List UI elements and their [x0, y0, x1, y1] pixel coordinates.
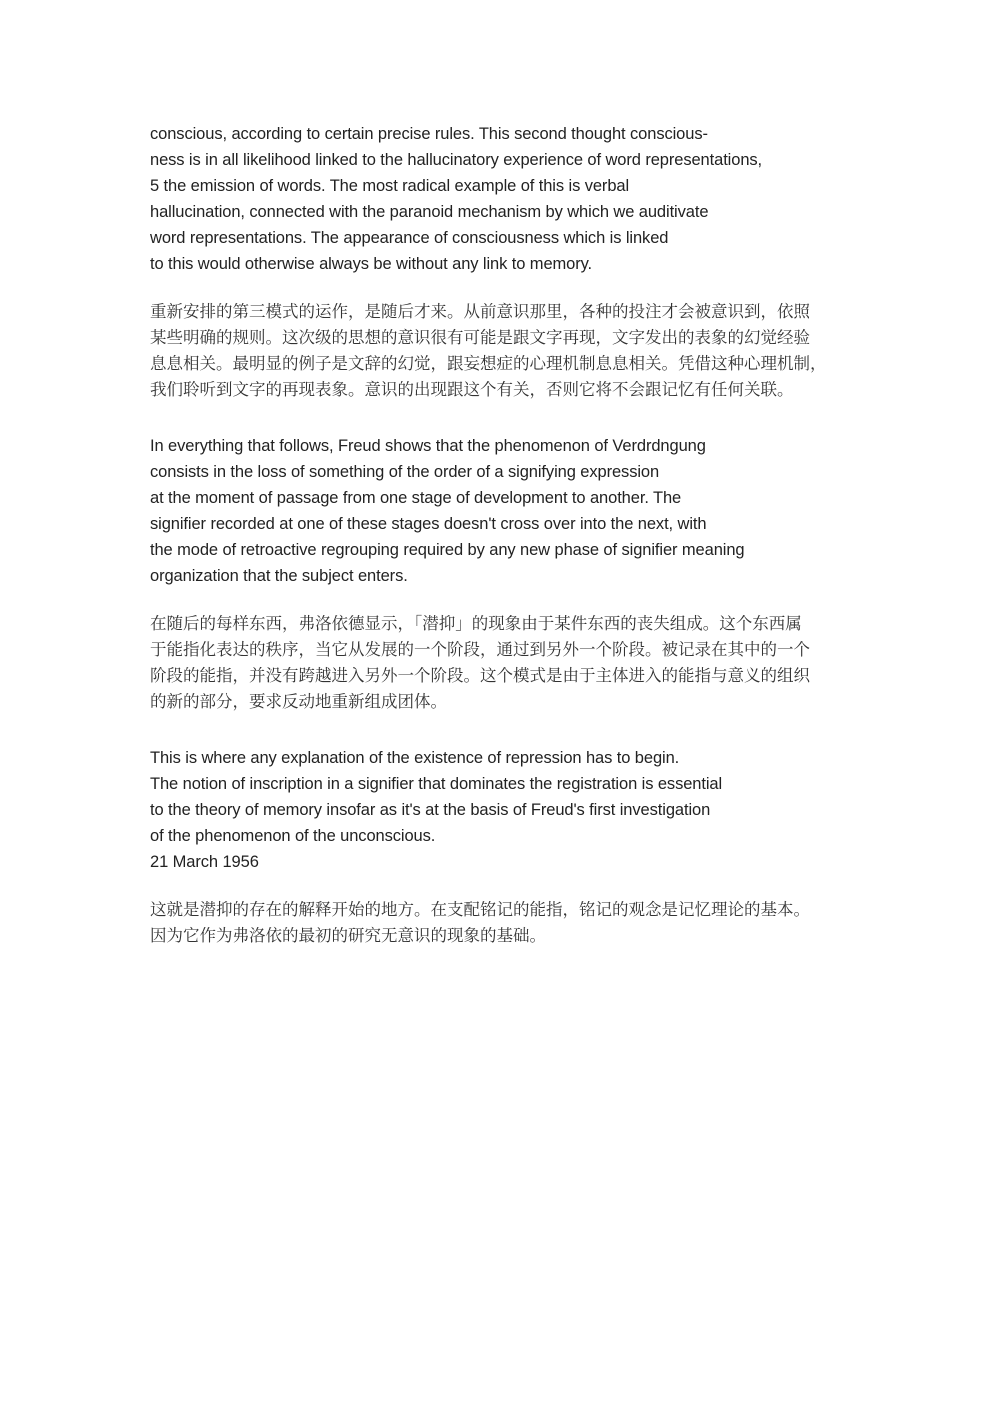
text-line: 这就是潜抑的存在的解释开始的地方。在支配铭记的能指，铭记的观念是记忆理论的基本。 — [150, 900, 810, 919]
text-line: In everything that follows, Freud shows that the phenomenon of Verdrdngung — [150, 437, 706, 455]
text-line: of the phenomenon of the unconscious. — [150, 827, 436, 845]
text-line: hallucination, connected with the paranoid mechanism by which we auditivate — [150, 203, 709, 221]
english-paragraph-verdrangung — [150, 433, 850, 589]
text-line: 息息相关。最明显的例子是文辞的幻觉，跟妄想症的心理机制息息相关。凭借这种心理机制， — [150, 354, 827, 373]
chinese-paragraph-consciousness — [150, 299, 850, 403]
text-line: to this would otherwise always be without any link to memory. — [150, 255, 593, 273]
text-line: 阶段的能指，并没有跨越进入另外一个阶段。这个模式是由于主体进入的能指与意义的组织 — [150, 666, 810, 685]
text-line: to the theory of memory insofar as it's at the basis of Freud's first investigation — [150, 801, 711, 819]
english-paragraph-consciousness — [150, 121, 850, 277]
text-line: ness is in all likelihood linked to the hallucinatory experience of word representations, — [150, 151, 763, 169]
text-line: word representations. The appearance of consciousness which is linked — [150, 229, 669, 247]
text-line: consists in the loss of something of the order of a signifying expression — [150, 463, 660, 481]
text-line: 在随后的每样东西，弗洛依德显示，「潜抑」的现象由于某件东西的丧失组成。这个东西属 — [150, 614, 802, 633]
text-line: 于能指化表达的秩序，当它从发展的一个阶段，通过到另外一个阶段。被记录在其中的一个 — [150, 640, 810, 659]
date-line: 21 March 1956 — [150, 853, 259, 871]
text-line: The notion of inscription in a signifier that dominates the registration is essential — [150, 775, 723, 793]
chinese-paragraph-repression — [150, 897, 850, 949]
text-line: This is where any explanation of the existence of repression has to begin. — [150, 749, 680, 767]
text-line: 某些明确的规则。这次级的思想的意识很有可能是跟文字再现，文字发出的表象的幻觉经验 — [150, 328, 810, 347]
text-line: conscious, according to certain precise rules. This second thought conscious- — [150, 125, 708, 143]
chinese-paragraph-verdrangung — [150, 611, 850, 715]
text-line: 5 the emission of words. The most radical example of this is verbal — [150, 177, 630, 195]
text-line: the mode of retroactive regrouping required by any new phase of signifier meaning — [150, 541, 745, 559]
text-line: 重新安排的第三模式的运作，是随后才来。从前意识那里，各种的投注才会被意识到，依照 — [150, 302, 810, 321]
text-line: 的新的部分，要求反动地重新组成团体。 — [150, 692, 447, 711]
text-line: signifier recorded at one of these stages doesn't cross over into the next, with — [150, 515, 707, 533]
text-line: 因为它作为弗洛依的最初的研究无意识的现象的基础。 — [150, 926, 546, 945]
english-paragraph-repression — [150, 745, 850, 875]
text-line: 我们聆听到文字的再现表象。意识的出现跟这个有关，否则它将不会跟记忆有任何关联。 — [150, 380, 794, 399]
text-line: at the moment of passage from one stage of development to another. The — [150, 489, 682, 507]
text-line: organization that the subject enters. — [150, 567, 408, 585]
